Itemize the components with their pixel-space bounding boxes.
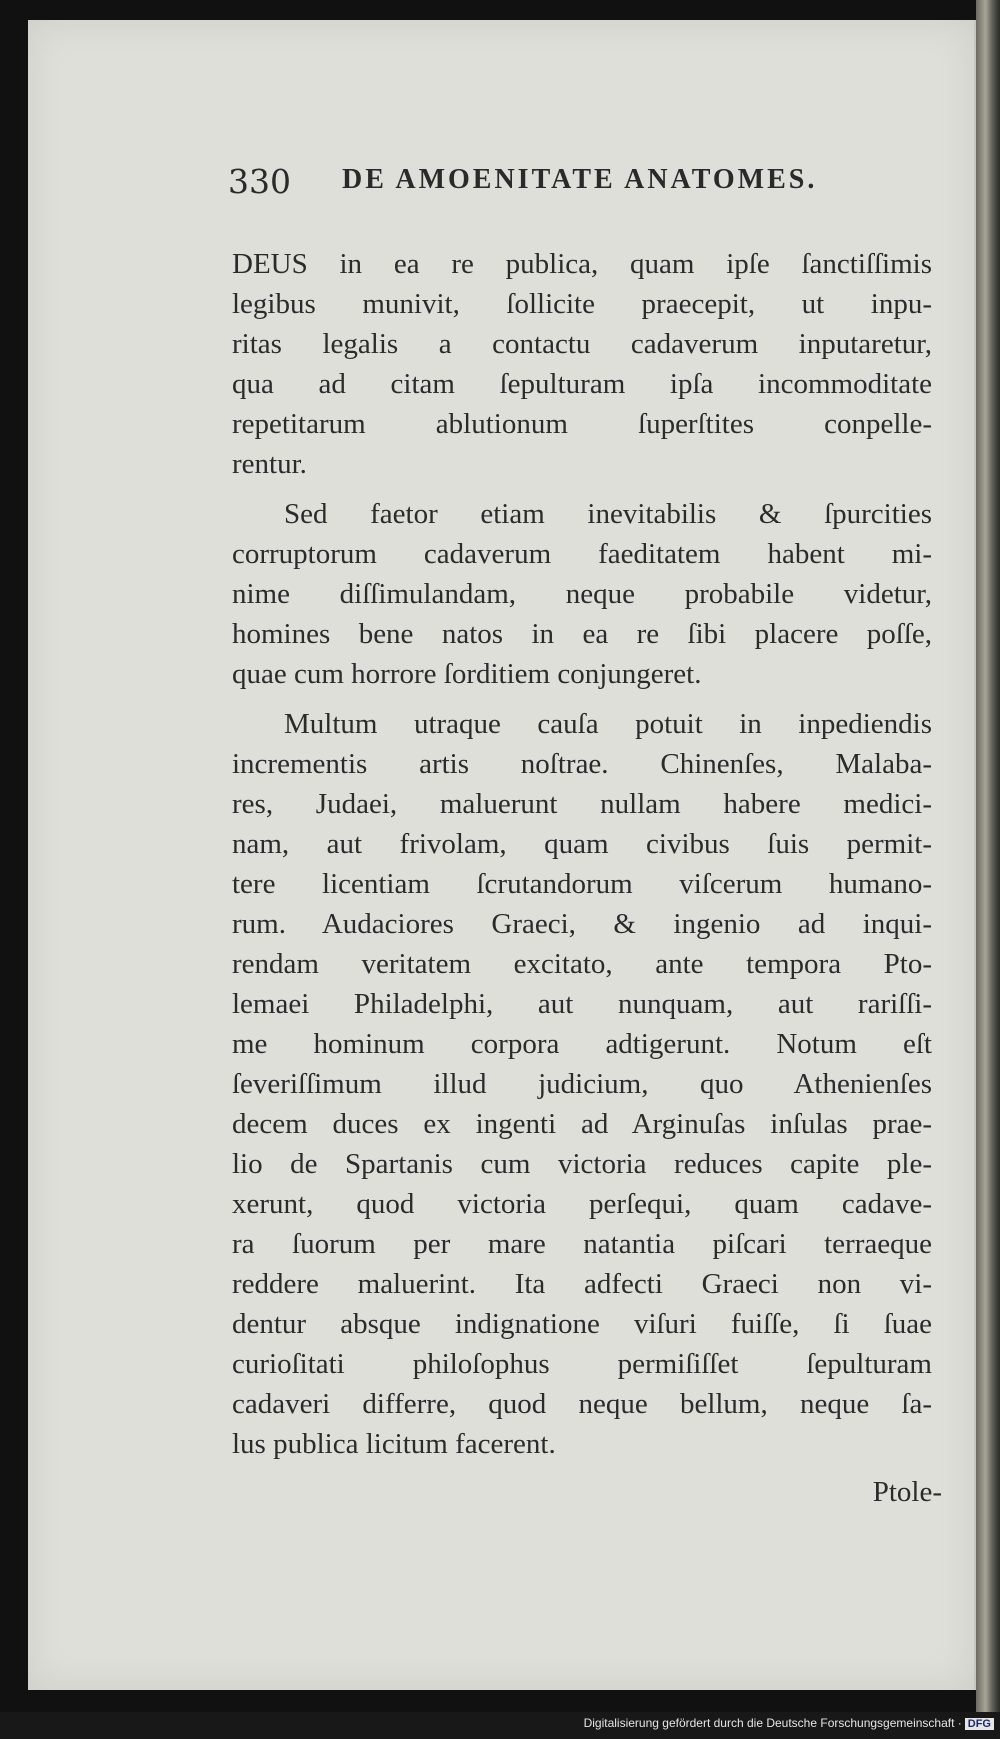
credit-text: Digitalisierung gefördert durch die Deutsche Forschungsgemeinschaft ·: [583, 1716, 962, 1730]
text-line: ritas legalis a contactu cadaverum inputaretur,: [232, 328, 932, 360]
text-line: lemaei Philadelphi, aut nunquam, aut rariſſi-: [232, 988, 932, 1020]
text-line: xerunt, quod victoria perſequi, quam cadave-: [232, 1188, 932, 1220]
text-line: tere licentiam ſcrutandorum viſcerum humano-: [232, 868, 932, 900]
text-line: res, Judaei, maluerunt nullam habere medici-: [232, 788, 932, 820]
page-fore-edge: [976, 0, 1000, 1712]
text-line: qua ad citam ſepulturam ipſa incommoditate: [232, 368, 932, 400]
text-line: quae cum horrore ſorditiem conjungeret.: [232, 658, 702, 690]
text-line: Multum utraque cauſa potuit in inpediendis: [284, 708, 932, 740]
text-line: incrementis artis noſtrae. Chinenſes, Malaba-: [232, 748, 932, 780]
text-line: rum. Audaciores Graeci, & ingenio ad inqui-: [232, 908, 932, 940]
text-line: lus publica licitum facerent.: [232, 1428, 556, 1460]
text-line: nam, aut frivolam, quam civibus ſuis permit-: [232, 828, 932, 860]
body-text: [232, 244, 932, 1474]
text-line: homines bene natos in ea re ſibi placere poſſe,: [232, 618, 932, 650]
text-line: DEUS in ea re publica, quam ipſe ſanctiſſimis: [232, 248, 932, 280]
text-line: legibus munivit, ſollicite praecepit, ut inpu-: [232, 288, 932, 320]
text-line: rentur.: [232, 448, 307, 480]
text-line: reddere maluerint. Ita adfecti Graeci non vi-: [232, 1268, 932, 1300]
text-line: ſeveriſſimum illud judicium, quo Athenienſes: [232, 1068, 932, 1100]
text-line: repetitarum ablutionum ſuperſtites conpelle-: [232, 408, 932, 440]
text-line: cadaveri differre, quod neque bellum, neque ſa-: [232, 1388, 932, 1420]
text-line: Sed faetor etiam inevitabilis & ſpurcities: [284, 498, 932, 530]
text-line: lio de Spartanis cum victoria reduces capite ple-: [232, 1148, 932, 1180]
running-header: [228, 162, 918, 202]
dfg-logo: DFG: [965, 1718, 994, 1730]
text-line: nime diſſimulandam, neque probabile videtur,: [232, 578, 932, 610]
text-line: decem duces ex ingenti ad Arginuſas inſulas prae-: [232, 1108, 932, 1140]
text-line: rendam veritatem excitato, ante tempora Pto-: [232, 948, 932, 980]
text-line: dentur absque indignatione viſuri fuiſſe, ſi ſuae: [232, 1308, 932, 1340]
paragraph-2: [232, 494, 932, 694]
text-line: ra ſuorum per mare natantia piſcari terraeque: [232, 1228, 932, 1260]
catchword: Ptole-: [872, 1476, 942, 1508]
text-line: curioſitati philoſophus permiſiſſet ſepulturam: [232, 1348, 932, 1380]
page-number: 330: [228, 162, 291, 201]
paragraph-3: [232, 704, 932, 1464]
running-title: DE AMOENITATE ANATOMES.: [342, 164, 818, 195]
text-line: me hominum corpora adtigerunt. Notum eſt: [232, 1028, 932, 1060]
digitization-credit: [584, 1716, 994, 1730]
text-line: corruptorum cadaverum faeditatem habent mi-: [232, 538, 932, 570]
paragraph-1: [232, 244, 932, 484]
